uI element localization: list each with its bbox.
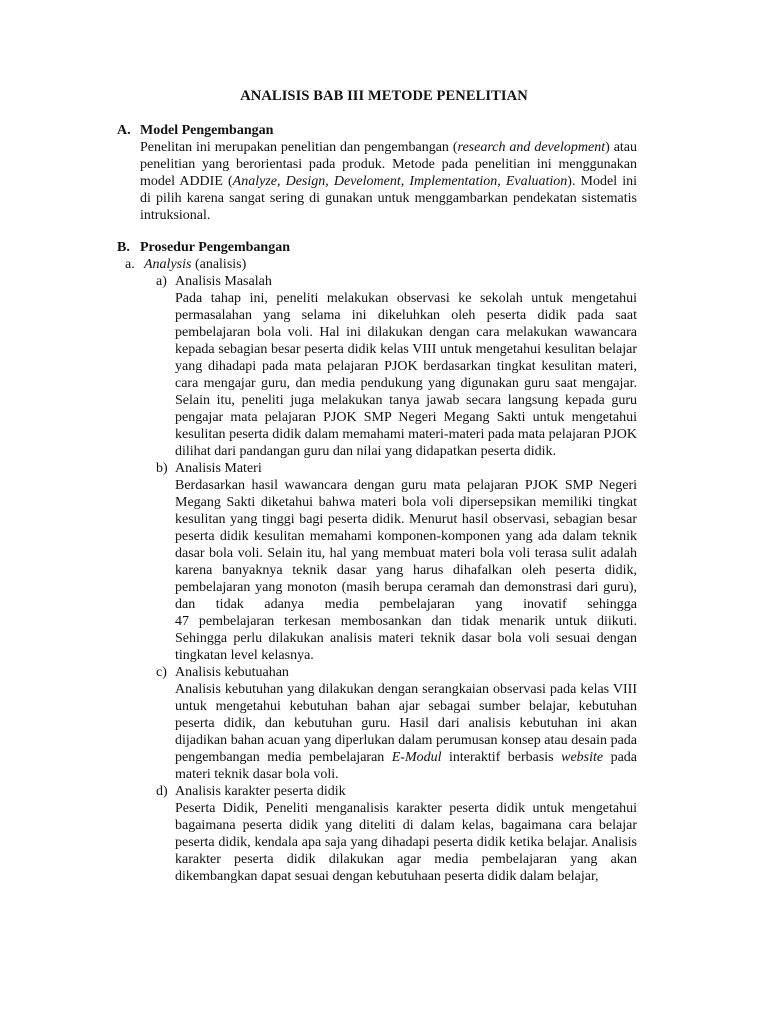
list-item-analisis-materi: b) Analisis Materi bbox=[156, 461, 262, 476]
section-a-paragraph: Penelitan ini merupakan penelitian dan pengembangan (research and development) atau penelitian yang berorientasi pada produk. Metode pada penelitian ini menggunakan model ADDIE (Analyze, Design, Develoment, Implementation, Evaluation). Model ini di pilih karena sangat sering di gunakan untuk menggambarkan pendekatan sistematis intruksional. bbox=[140, 140, 638, 223]
section-a bbox=[117, 122, 637, 224]
list-item-body: Pada tahap ini, peneliti melakukan observasi ke sekolah untuk mengetahui permasalahan yang selama ini dikeluhkan oleh peserta didik pada saat pembelajaran bola voli. Hal ini dilakukan dengan cara melakukan wawancara kepada sebagian besar peserta didik kelas VIII untuk mengetahui kesulitan belajar yang dihadapi pada mata pelajaran PJOK berdasarkan tingkat kesulitan materi, cara mengajar guru, dan media pendukung yang digunakan guru saat mengajar. Selain itu, peneliti juga melakukan tanya jawab secara langsung kepada guru pengajar mata pelajaran PJOK SMP Negeri Megang Sakti untuk mengetahui kesulitan peserta didik dalam memahami materi-materi pada mata pelajaran PJOK dilihat dari pandangan guru dan nilai yang didapatkan peserta didik. bbox=[175, 291, 637, 459]
list-item-analisis-kebutuhan: c) Analisis kebutuahan bbox=[156, 665, 289, 680]
list-item-body: Analisis kebutuhan yang dilakukan dengan serangkaian observasi pada kelas VIII untuk mengetahui kebutuhan bahan ajar sebagai sumber belajar, kebutuhan peserta didik, dan kebutuhan guru. Hasil dari analisis kebutuhan ini akan dijadikan bahan acuan yang diperlukan dalam perumusan konsep atau desain pada pengembangan media pembelajaran E-Modul interaktif berbasis website pada materi teknik dasar bola voli. bbox=[175, 682, 638, 782]
page-title: ANALISIS BAB III METODE PENELITIAN bbox=[240, 88, 528, 104]
list-item-body: Peserta Didik, Peneliti menganalisis karakter peserta didik untuk mengetahui bagaimana peserta didik yang diteliti di dalam kelas, bagaimana cara belajar peserta didik, kendala apa saja yang dihadapi peserta didik ketika belajar. Analisis karakter peserta didik dilakukan agar media pembelajaran yang akan dikembangkan dapat sesuai dengan kebutuhaan peserta didik dalam belajar, bbox=[175, 801, 637, 884]
subsection-analysis: a. Analysis (analisis) bbox=[125, 257, 247, 272]
section-b-title: Prosedur Pengembangan bbox=[140, 240, 290, 255]
section-a-number: A. bbox=[117, 123, 131, 138]
section-b bbox=[117, 239, 637, 885]
section-a-heading bbox=[117, 122, 637, 139]
section-b-number: B. bbox=[117, 240, 130, 255]
section-b-heading bbox=[117, 239, 637, 256]
section-a-title: Model Pengembangan bbox=[140, 123, 274, 138]
list-item-analisis-karakter: d) Analisis karakter peserta didik bbox=[156, 784, 346, 799]
list-item-body: Berdasarkan hasil wawancara dengan guru mata pelajaran PJOK SMP Negeri Megang Sakti diketahui bahwa materi bola voli dipersepsikan memiliki tingkat kesulitan yang tinggi bagi peserta didik. Menurut hasil observasi, sebagian besar peserta didik kesulitan memahami komponen-komponen yang ada dalam teknik dasar bola voli. Selain itu, hal yang membuat materi bola voli terasa sulit adalah karena banyaknya teknik dasar yang harus dihafalkan oleh peserta didik, pembelajaran yang monoton (masih berupa ceramah dan demonstrasi dari guru), dan tidak adanya media pembelajaran yang inovatif sehingga 47 pembelajaran terkesan membosankan dan tidak menarik untuk diikuti. Sehingga perlu dilakukan analisis materi teknik dasar bola voli sesuai dengan tingkatan level kelasnya. bbox=[175, 478, 637, 663]
list-item-analisis-masalah: a) Analisis Masalah bbox=[156, 274, 272, 289]
